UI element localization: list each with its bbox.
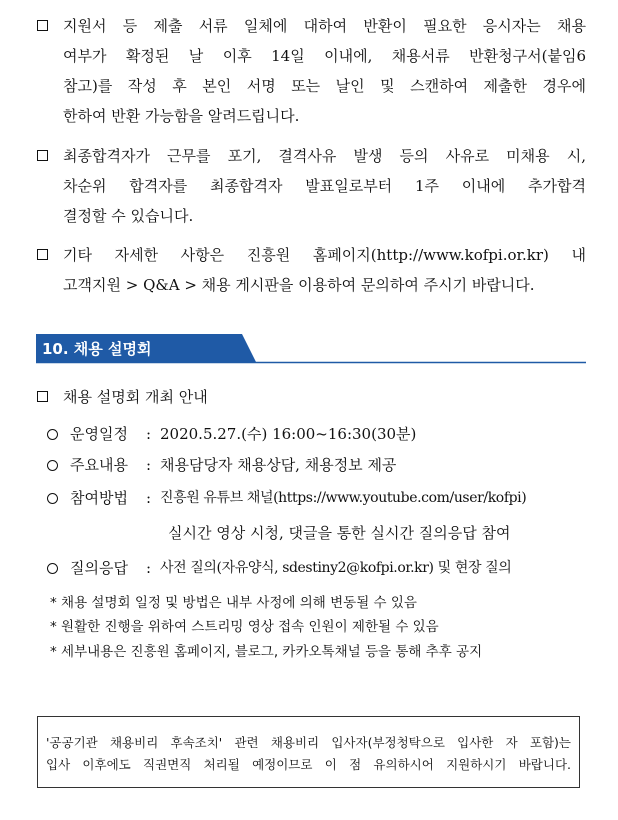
square-bullet-icon (37, 391, 48, 402)
item-value: 사전 질의(자유양식, sdestiny2@kofpi.or.kr) 및 현장 질의 (160, 560, 512, 576)
notice-line: 입사 이후에도 직권면직 처리될 예정이므로 이 점 유의하시어 지원하시기 바랍니다. (46, 757, 571, 772)
notice-box (37, 716, 580, 788)
section-title: 10. 채용 설명회 (42, 340, 152, 358)
bullet-line: 한하여 반환 가능함을 알려드립니다. (63, 107, 300, 125)
notice-line: '공공기관 채용비리 후속조치' 관련 채용비리 입사자(부정청탁으로 입사한 자 포함)는 (46, 735, 571, 750)
circle-bullet-icon (47, 563, 58, 574)
bullet-line: 결정할 수 있습니다. (63, 207, 194, 225)
item-continuation: 실시간 영상 시청, 댓글을 통한 실시간 질의응답 참여 (168, 524, 511, 542)
bullet-line: 고객지원 > Q&A > 채용 게시판을 이용하여 문의하여 주시기 바랍니다. (63, 276, 535, 294)
bullet-line: 최종합격자가 근무를 포기, 결격사유 발생 등의 사유로 미채용 시, (63, 147, 586, 165)
circle-bullet-icon (47, 460, 58, 471)
item-colon: : (146, 456, 152, 474)
item-label: 운영일정 (70, 425, 128, 443)
note-stream-limit: * 원활한 진행을 위하여 스트리밍 영상 접속 인원이 제한될 수 있음 (50, 619, 439, 635)
square-bullet-icon (37, 249, 48, 260)
bullet-line: 기타 자세한 사항은 진흥원 홈페이지(http://www.kofpi.or.kr) 내 (63, 246, 586, 264)
item-colon: : (146, 489, 152, 507)
square-bullet-icon (37, 150, 48, 161)
item-colon: : (146, 559, 152, 577)
circle-bullet-icon (47, 429, 58, 440)
item-value: 채용담당자 채용상담, 채용정보 제공 (160, 456, 397, 474)
bullet-line: 차순위 합격자를 최종합격자 발표일로부터 1주 이내에 추가합격 (63, 177, 586, 195)
circle-bullet-icon (47, 493, 58, 504)
note-schedule-change: * 채용 설명회 일정 및 방법은 내부 사정에 의해 변동될 수 있음 (50, 595, 417, 611)
section-header-bar (36, 334, 586, 364)
bullet-line: 여부가 확정된 날 이후 14일 이내에, 채용서류 반환청구서(붙임6 (63, 47, 586, 65)
item-label: 질의응답 (70, 559, 128, 577)
briefing-heading: 채용 설명회 개최 안내 (63, 388, 208, 406)
item-label: 참여방법 (70, 489, 128, 507)
item-label: 주요내용 (70, 456, 128, 474)
item-value: 진흥원 유튜브 채널(https://www.youtube.com/user/kofpi) (160, 490, 527, 506)
item-value: 2020.5.27.(수) 16:00~16:30(30분) (160, 425, 417, 443)
bullet-line: 지원서 등 제출 서류 일체에 대하여 반환이 필요한 응시자는 채용 (63, 17, 586, 35)
square-bullet-icon (37, 20, 48, 31)
note-details: * 세부내용은 진흥원 홈페이지, 블로그, 카카오톡채널 등을 통해 추후 공지 (50, 644, 483, 660)
item-colon: : (146, 425, 152, 443)
bullet-line: 참고)를 작성 후 본인 서명 또는 날인 및 스캔하여 제출한 경우에 (63, 77, 586, 95)
